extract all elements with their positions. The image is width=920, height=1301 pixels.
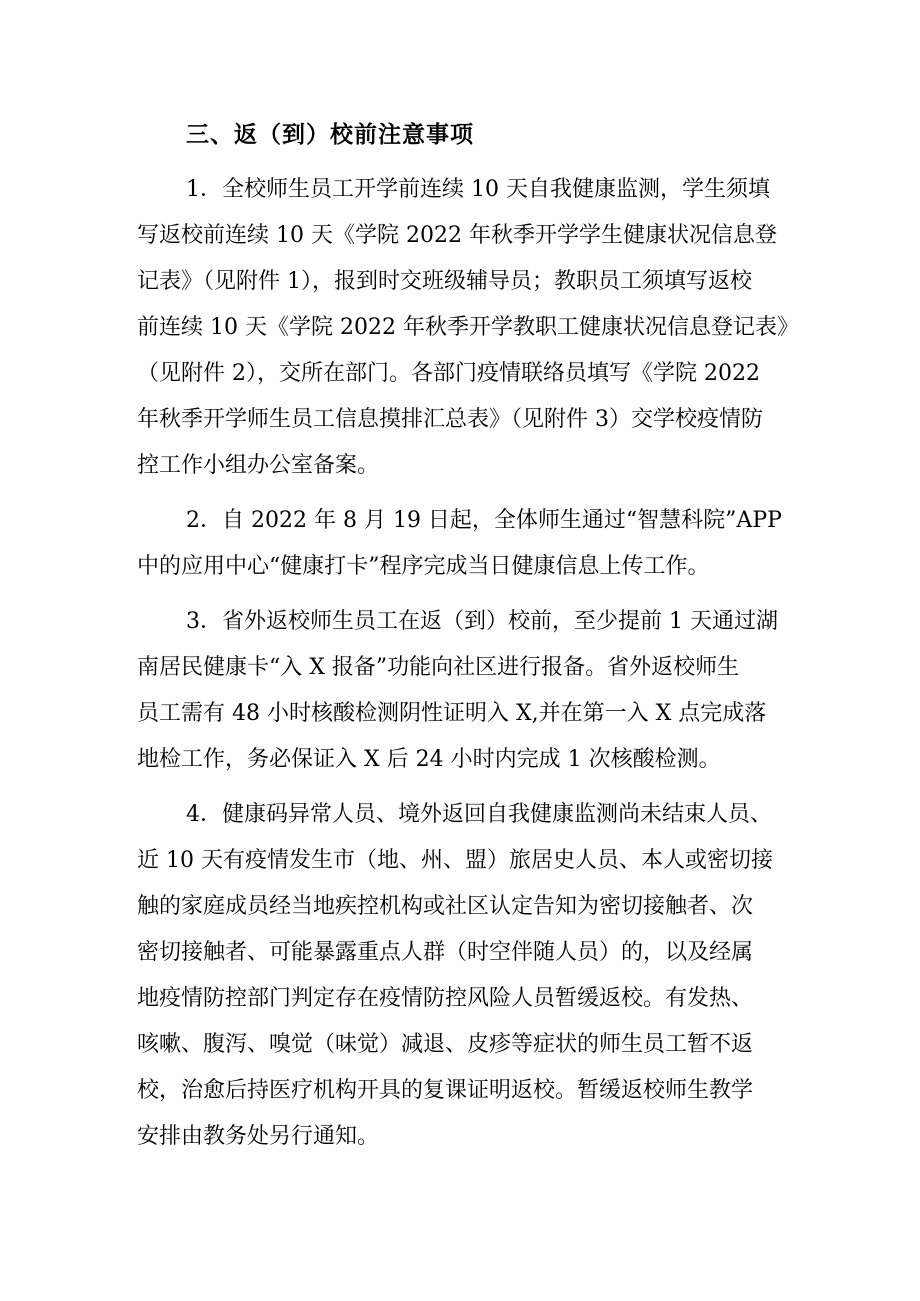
paragraph-1-line-2: 写返校前连续 10 天《学院 2022 年秋季开学学生健康状况信息登 [137, 223, 777, 248]
section-heading: 三、返（到）校前注意事项 [186, 122, 474, 148]
paragraph-1-line-4: 前连续 10 天《学院 2022 年秋季开学教职工健康状况信息登记表》 [137, 315, 799, 340]
paragraph-4-line-7: 校，治愈后持医疗机构开具的复课证明返校。暂缓返校师生教学 [137, 1078, 754, 1103]
paragraph-3-line-3: 员工需有 48 小时核酸检测阴性证明入 X,并在第一入 X 点完成落 [137, 701, 767, 726]
paragraph-3-line-2: 南居民健康卡“入 X 报备”功能向社区进行报备。省外返校师生 [137, 655, 740, 680]
paragraph-4-line-2: 近 10 天有疫情发生市（地、州、盟）旅居史人员、本人或密切接 [137, 848, 773, 873]
paragraph-1-line-5: （见附件 2），交所在部门。各部门疫情联络员填写《学院 2022 [137, 361, 760, 386]
paragraph-2-line-1: 2．自 2022 年 8 月 19 日起，全体师生通过“智慧科院”APP [186, 508, 782, 533]
paragraph-1-line-7: 控工作小组办公室备案。 [137, 453, 380, 478]
paragraph-4-line-1: 4．健康码异常人员、境外返回自我健康监测尚未结束人员、 [186, 802, 772, 827]
paragraph-4-line-4: 密切接触者、可能暴露重点人群（时空伴随人员）的，以及经属 [137, 940, 754, 965]
paragraph-4-line-6: 咳嗽、腹泻、嗅觉（味觉）减退、皮疹等症状的师生员工暂不返 [137, 1032, 754, 1057]
paragraph-2-line-2: 中的应用中心“健康打卡”程序完成当日健康信息上传工作。 [137, 554, 710, 579]
paragraph-3-line-1: 3．省外返校师生员工在返（到）校前，至少提前 1 天通过湖 [186, 609, 778, 634]
paragraph-1-line-6: 年秋季开学师生员工信息摸排汇总表》（见附件 3）交学校疫情防 [137, 407, 763, 432]
paragraph-4-line-3: 触的家庭成员经当地疾控机构或社区认定告知为密切接触者、次 [137, 894, 754, 919]
paragraph-4-line-5: 地疫情防控部门判定存在疫情防控风险人员暂缓返校。有发热、 [137, 986, 754, 1011]
paragraph-4-line-8: 安排由教务处另行通知。 [137, 1124, 380, 1149]
paragraph-1-line-3: 记表》（见附件 1），报到时交班级辅导员；教职员工须填写返校 [137, 269, 752, 294]
paragraph-3-line-4: 地检工作，务必保证入 X 后 24 小时内完成 1 次核酸检测。 [137, 747, 721, 772]
paragraph-1-line-1: 1．全校师生员工开学前连续 10 天自我健康监测，学生须填 [186, 177, 770, 202]
